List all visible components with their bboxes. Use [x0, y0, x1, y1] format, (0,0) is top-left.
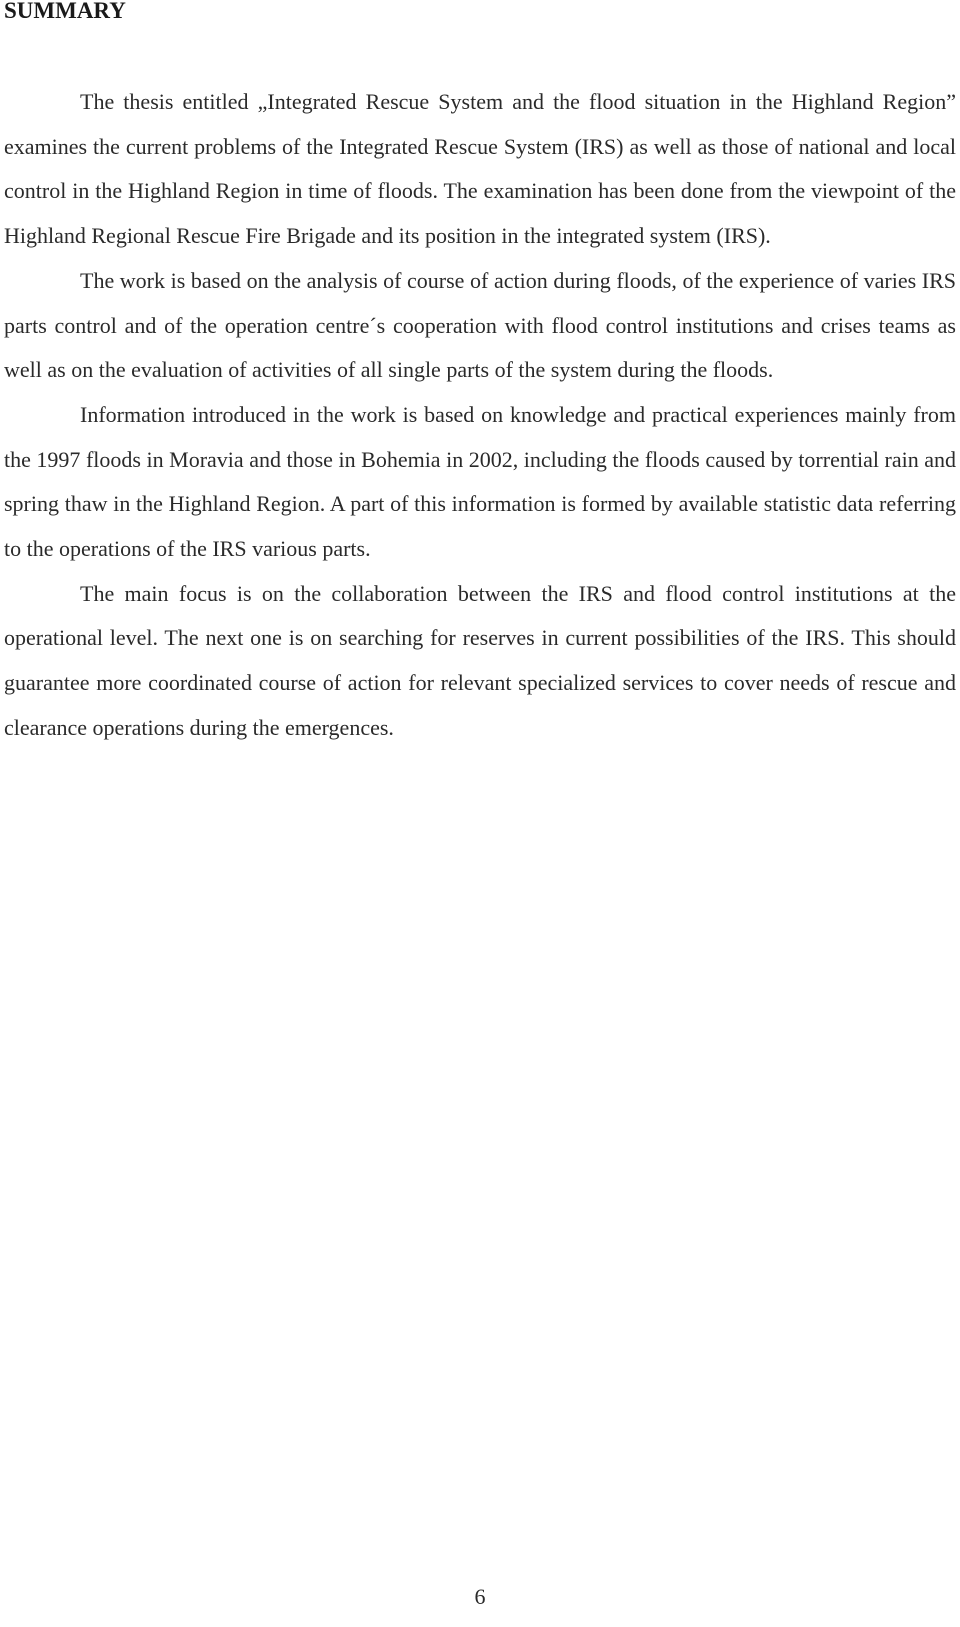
paragraph-1: The thesis entitled „Integrated Rescue System and the flood situation in the Highland Region” examines the current problems of the Integrated Rescue System (IRS) as well as those of national and local control in the Highland Region in time of floods. The examination has been done from the viewpoint of the Highland Regional Rescue Fire Brigade and its position in the integrated system (IRS).	[4, 89, 956, 249]
paragraph-3: Information introduced in the work is based on knowledge and practical experiences mainly from the 1997 floods in Moravia and those in Bohemia in 2002, including the floods caused by torrential rain and spring thaw in the Highland Region. A part of this information is formed by available statistic data referring to the operations of the IRS various parts.	[4, 401, 956, 562]
paragraph-4: The main focus is on the collaboration between the IRS and flood control institutions at the operational level. The next one is on searching for reserves in current possibilities of the IRS. This should guarantee more coordinated course of action for relevant specialized services to cover needs of rescue and clearance operations during the emergences.	[4, 580, 956, 740]
paragraph-2: The work is based on the analysis of course of action during floods, of the experience of varies IRS parts control and of the operation centre´s cooperation with flood control institutions and crises teams as well as on the evaluation of activities of all single parts of the system during the floods.	[4, 267, 956, 383]
summary-body	[4, 80, 956, 751]
page-title: SUMMARY	[4, 0, 126, 23]
page-number: 6	[474, 1584, 486, 1609]
